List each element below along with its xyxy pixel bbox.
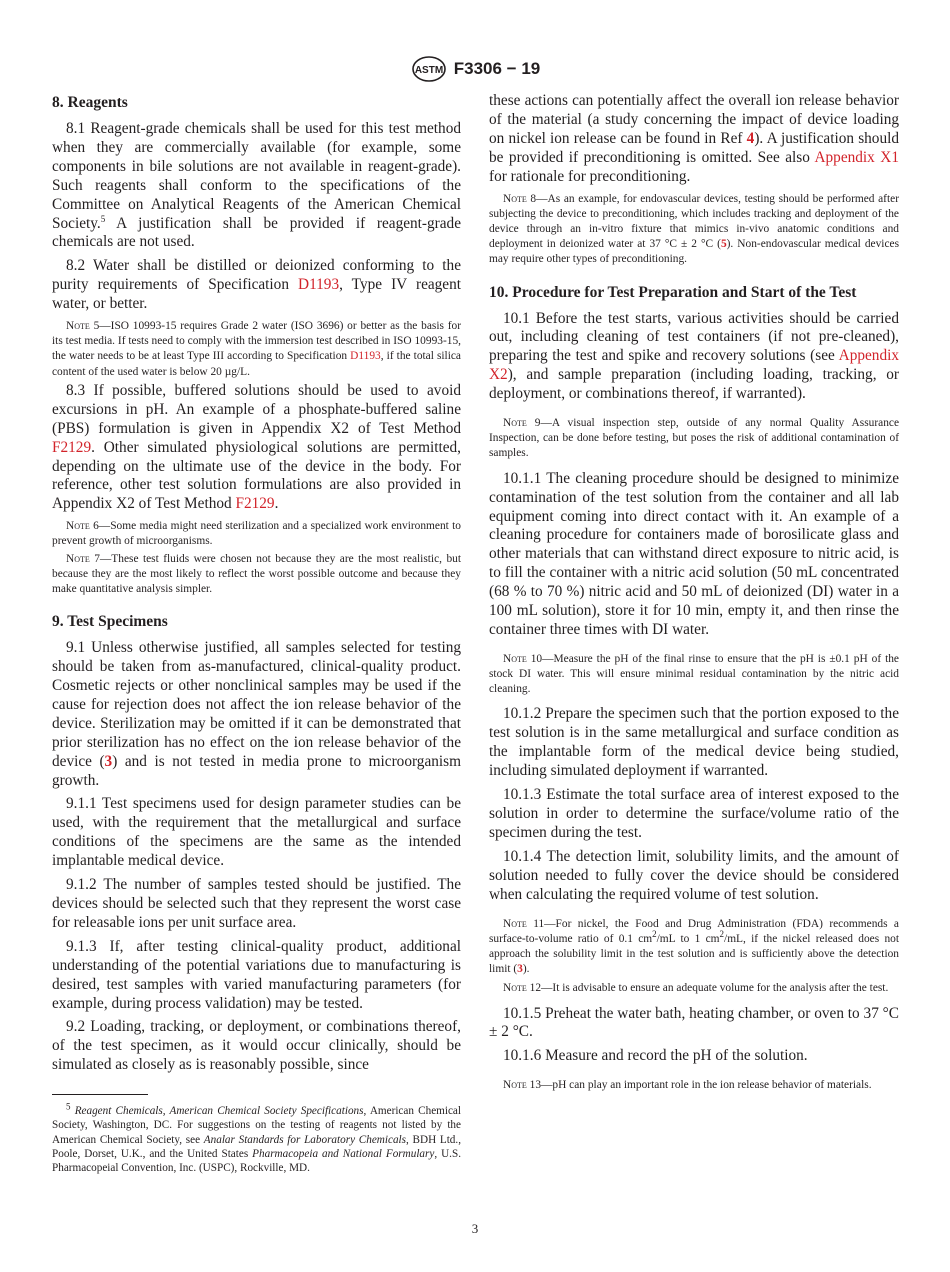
paragraph-9-1-2: 9.1.2 The number of samples tested should be justified. The devices should be selected such that they represent the worst case for releasable ions per unit surface area. (52, 876, 461, 931)
paragraph-10-1-3: 10.1.3 Estimate the total surface area of interest exposed to the solution in order to determine the surface/volume ratio of the specimen during the test. (489, 786, 899, 841)
paragraph-8-3: 8.3 If possible, buffered solutions should be used to avoid excursions in pH. An example of a phosphate-buffered saline (PBS) formulation is given in Appendix X2 of Test Method F2129. Other simulated physiological solutions are permitted, depending on the ultimate use of the device in the body. For reference, other test solution formulations are also provided in Appendix X2 of Test Method F2129. (52, 381, 461, 513)
reference-3-note-link[interactable]: 3 (517, 963, 523, 976)
appendix-x2-link[interactable]: Appendix X2 (489, 347, 899, 384)
d1193-link[interactable]: D1193 (298, 276, 340, 294)
note-8: Note 8—As an example, for endovascular devices, testing should be performed after subjecting the device to preconditioning, which includes tracking and deployment of the device through an in-vitro fixture that mimics in-vivo anatomic conditions and deployment in deionized water at 37 °C ± 2 °C (5). Non-endovascular medical devices may require other types of preconditioning. (489, 192, 900, 266)
note-13: Note 13—pH can play an important role in the ion release behavior of materials. (503, 1079, 872, 1092)
reference-3-link[interactable]: 3 (104, 752, 113, 770)
page-number: 3 (471, 1221, 479, 1236)
paragraph-10-1-4: 10.1.4 The detection limit, solubility limits, and the amount of solution needed to fully cover the device should be considered when calculating the required volume of test solution. (489, 847, 899, 903)
f2129-link-2[interactable]: F2129 (235, 495, 275, 513)
right-column (489, 92, 899, 1095)
appendix-x1-link[interactable]: Appendix X1 (814, 148, 899, 166)
paragraph-10-1-2: 10.1.2 Prepare the specimen such that the portion exposed to the test solution is in the same metallurgical and surface condition as the implantable form of the medical device being studied, including simulated deployment if warranted. (489, 705, 899, 780)
note-6: Note 6—Some media might need sterilization and a specialized work environment to prevent growth of microorganisms. (52, 520, 461, 548)
section-10-heading: 10. Procedure for Test Preparation and Start of the Test (489, 283, 857, 301)
note-10: Note 10—Measure the pH of the final rinse to ensure that the pH is ±0.1 pH of the stock DI water. This will ensure minimal residual contamination by the nitric acid cleaning. (489, 652, 899, 696)
note-9: Note 9—A visual inspection step, outside of any normal Quality Assurance Inspection, can be done before testing, but poses the risk of additional contamination of samples. (489, 417, 899, 460)
paragraph-9-2-continued: these actions can potentially affect the overall ion release behavior of the material (a study concerning the impact of device loading on nickel ion release can be found in Ref 4). A justification should be provided if preconditioning is omitted. See also Appendix X1 for rationale for preconditioning. (489, 92, 899, 185)
paragraph-9-2: 9.2 Loading, tracking, or deployment, or combinations thereof, of the test specimen, as it would occur clinically, should be simulated as closely as is reasonably possible, since (52, 1018, 461, 1074)
page-header (0, 56, 950, 82)
f2129-link-1[interactable]: F2129 (52, 438, 92, 456)
paragraph-9-1-1: 9.1.1 Test specimens used for design parameter studies can be used, with the requirement that the metallurgical and surface conditions of the specimens are the same as the intended implantable medical device. (52, 795, 461, 870)
astm-logo-icon (410, 56, 448, 82)
note-12: Note 12—It is advisable to ensure an adequate volume for the analysis after the test. (503, 982, 889, 995)
note-5: Note 5—ISO 10993-15 requires Grade 2 water (ISO 3696) or better as the basis for its test media. If tests need to comply with the immersion test described in ISO 10993-15, the water needs to be at least Type III according to Specification D1193, if the total silica content of the used water is below 20 µg/L. (52, 320, 461, 378)
note-7: Note 7—These test fluids were chosen not because they are the most realistic, but because they are the most likely to reflect the worst possible outcome and because they make quantitative analysis simpler. (52, 552, 461, 596)
section-9-heading: 9. Test Specimens (52, 613, 168, 631)
paragraph-10-1-6: 10.1.6 Measure and record the pH of the solution. (503, 1047, 808, 1065)
reference-4-link[interactable]: 4 (746, 129, 755, 147)
section-8-heading: 8. Reagents (52, 94, 128, 111)
d1193-note-link[interactable]: D1193 (350, 350, 381, 363)
paragraph-9-1-3: 9.1.3 If, after testing clinical-quality product, additional understanding of the potential variations due to manufacturing is desired, test samples with varied manufacturing parameters (for example, during process validation) may be tested. (52, 937, 461, 1012)
left-column (52, 92, 461, 1080)
document-id: F3306 − 19 (453, 59, 541, 78)
paragraph-10-1-5: 10.1.5 Preheat the water bath, heating chamber, or oven to 37 °C ± 2 °C. (489, 1004, 899, 1041)
paragraph-8-1: 8.1 Reagent-grade chemicals shall be used for this test method when they are commercially available (for example, some components in bile solutions are not available in reagent-grade). Such reagents shall conform to the specifications of the Committee on Analytical Reagents of the American Chemical Society.$^5$ A justification shall be provided if reagent-grade chemicals are not used. (52, 120, 461, 251)
astm-logo-text: ASTM (414, 65, 443, 76)
paragraph-8-2: 8.2 Water shall be distilled or deionized conforming to the purity requirements of Specification D1193, Type IV reagent water, or better. (52, 257, 461, 313)
paragraph-10-1-1: 10.1.1 The cleaning procedure should be designed to minimize contamination of the test solution from the container and all lab equipment coming into direct contact with it. An example of a cleaning procedure for containers made of borosilicate glass and other materials that can withstand direct exposure to nitric acid, is to fill the container with a nitric acid solution (50 mL concentrated (68 % to 70 %) nitric acid and 50 mL of deionized (DI) water in a 100 mL solution), store it for 10 min, empty it, and then rinse the container three times with DI water. (489, 469, 899, 638)
footnote-divider (52, 1094, 148, 1095)
note-11: Note 11—For nickel, the Food and Drug Administration (FDA) recommends a surface-to-volume ratio of 0.1 $cm^2/mL$ to 1 $cm^2/mL$, if the nickel released does not approach the solubility limit in the test solution and is sufficiently above the detection limit (3). (489, 917, 899, 976)
footnote-5: $^5$ Reagent Chemicals, American Chemical Society Specifications, American Chemical Society, Washington, DC. For suggestions on the testing of reagents not listed by the American Chemical Society, see Analar Standards for Laboratory Chemicals, BDH Ltd., Poole, Dorset, U.K., and the United States Pharmacopeia and National Formulary, U.S. Pharmacopeial Convention, Inc. (USPC), Rockville, MD. (52, 1101, 462, 1175)
paragraph-10-1: 10.1 Before the test starts, various activities should be carried out, including cleaning of test containers (if not pre-cleaned), preparing the test and spike and recovery solutions (see Appendix X2), and sample preparation (including loading, tracking, or deployment, or combinations thereof, if warranted). (489, 309, 899, 403)
paragraph-9-1: 9.1 Unless otherwise justified, all samples selected for testing should be taken from as-manufactured, clinical-quality product. Cosmetic rejects or other nonclinical samples may be used if the cause for rejection does not affect the ion release behavior of the device. Sterilization may be omitted if it can be demonstrated that prior sterilization has no effect on the ion release behavior of the device (3) and is not tested in media prone to microorganism growth. (52, 639, 461, 789)
reference-5-link[interactable]: 5 (720, 238, 727, 251)
